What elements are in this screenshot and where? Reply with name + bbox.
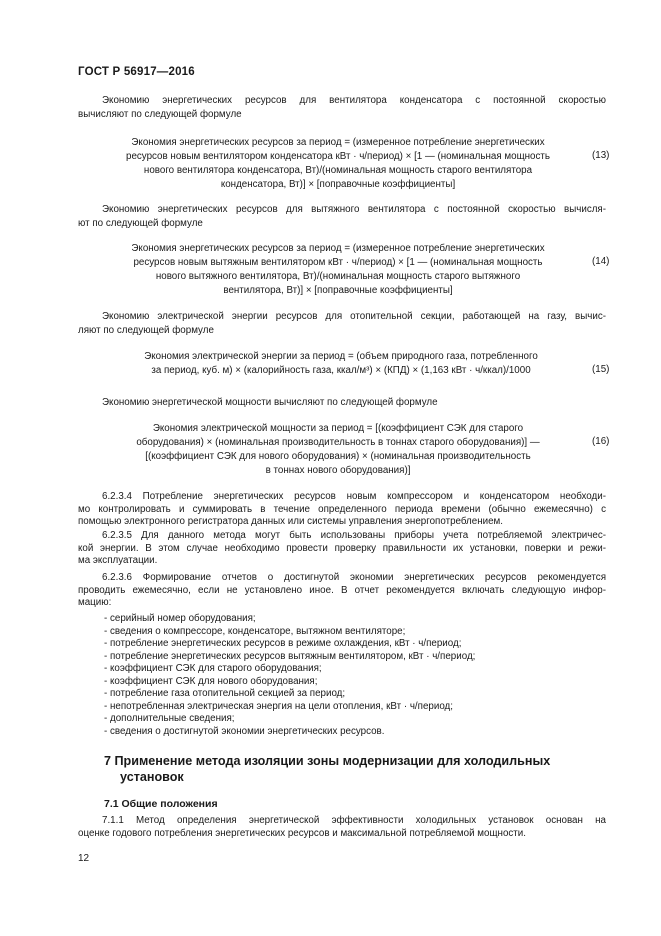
text-line: 6.2.3.5 Для данного метода могут быть использованы приборы учета потребляемой электричес- [102,530,606,541]
formula-16 [88,422,588,478]
section-title-line: установок [120,770,184,784]
list-item: - потребление энергетических ресурсов вытяжным вентилятором, кВт · ч/период; [104,650,476,662]
paragraph-heating-intro [78,310,606,338]
formula-line: Экономия энергетических ресурсов за период = (измеренное потребление энергетических [131,137,545,148]
list-item: - коэффициент СЭК для нового оборудования; [104,675,318,687]
formula-line: ресурсов новым вытяжным вентилятором кВт · ч/период) × [1 — (номинальная мощность [133,257,543,268]
formula-13 [88,136,588,192]
formula-line: конденсатора, Вт)] × [поправочные коэффициенты] [220,179,456,190]
formula-line: вентилятора, Вт)] × [поправочные коэффициенты] [223,285,453,296]
text-line: мацию: [78,597,112,608]
formula-line: [(коэффициент СЭК для нового оборудования) × (номинальная производительность [145,451,531,462]
list-item: - потребление газа отопительной секцией за период; [104,688,346,699]
text-line: оценке годового потребления энергетических ресурсов и максимальной потребляемой мощности. [78,827,526,839]
paragraph-condenser-fan-intro [78,94,606,122]
document-header: ГОСТ Р 56917—2016 [78,66,195,78]
paragraph-6-2-3-5 [78,530,606,568]
paragraph-power-intro [102,396,630,410]
text-line: помощью электронного регистратора данных или системы управления энергопотреблением. [78,516,503,527]
text-line: мо контролировать и суммировать в течение определенного периода времени (обычно ежемесячно) с [78,503,606,515]
formula-line: Экономия электрической энергии за период = (объем природного газа, потребленного [144,351,538,362]
formula-number-14: (14) [592,256,610,267]
text-line: проводить ежемесячно, если не установлено иное. В отчет рекомендуется включать следующую инфор- [78,584,606,596]
formula-line: ресурсов новым вентилятором конденсатора кВт · ч/период) × [1 — (номинальная мощность [126,151,550,162]
paragraph-exhaust-fan-intro [78,203,606,231]
text-line: вычисляют по следующей формуле [78,109,242,120]
section-title-line: 7 Применение метода изоляции зоны модернизации для холодильных [104,754,551,768]
subsection-7-1-title: 7.1 Общие положения [104,798,218,810]
formula-line: оборудования) × (номинальная производительность в тоннах старого оборудования)] — [136,437,540,448]
list-item: - коэффициент СЭК для старого оборудования; [104,663,322,674]
text-line: кой энергии. В этом случае необходимо провести проверку правильности их установки, поверки и режи- [78,542,606,554]
text-line: Экономию электрической энергии ресурсов для отопительной секции, работающей на газу, вычис- [102,311,606,322]
list-item: - дополнительные сведения; [104,713,235,724]
formula-14 [88,242,588,298]
formula-number-16: (16) [592,436,610,447]
list-item: - непотребленная электрическая энергия на цели отопления, кВт · ч/период; [104,700,453,712]
list-item: - сведения о компрессоре, конденсаторе, вытяжном вентиляторе; [104,625,406,637]
list-item: - сведения о достигнутой экономии энергетических ресурсов. [104,725,385,737]
formula-line: Экономия энергетических ресурсов за период = (измеренное потребление энергетических [131,243,545,254]
text-line: 6.2.3.4 Потребление энергетических ресурсов новым компрессором и конденсатором необходи- [102,491,606,502]
text-line: ют по следующей формуле [78,218,203,229]
list-item: - серийный номер оборудования; [104,613,256,624]
formula-15 [96,350,586,378]
formula-number-15: (15) [592,364,610,375]
formula-line: за период, куб. м) × (калорийность газа, ккал/м³) × (КПД) × (1,163 кВт · ч/ккал)/1000 [151,365,531,376]
formula-number-13: (13) [592,150,610,161]
paragraph-6-2-3-4 [78,491,606,529]
text-line: Экономию энергетических ресурсов для вентилятора конденсатора с постоянной скоростью [102,95,606,106]
formula-line: нового вентилятора конденсатора, Вт)/(номинальная мощность старого вентилятора [143,165,533,176]
report-items-list [104,613,475,738]
text-line: 6.2.3.6 Формирование отчетов о достигнутой экономии энергетических ресурсов рекомендуется [102,572,606,583]
text-line: Экономию энергетической мощности вычисляют по следующей формуле [102,397,438,408]
text-line: Экономию энергетических ресурсов для вытяжного вентилятора с постоянной скоростью вычисля- [102,204,606,215]
paragraph-6-2-3-6 [78,572,606,610]
text-line: ма эксплуатации. [78,555,158,566]
section-7-title [104,753,550,785]
paragraph-7-1-1 [78,815,606,840]
text-line: 7.1.1 Метод определения энергетической эффективности холодильных установок основан на [102,815,606,826]
formula-line: Экономия электрической мощности за период = [(коэффициент СЭК для старого [152,423,524,434]
formula-line: в тоннах нового оборудования)] [265,465,411,476]
page-number: 12 [78,853,90,864]
formula-line: нового вытяжного вентилятора, Вт)/(номинальная мощность старого вытяжного [155,271,521,282]
text-line: ляют по следующей формуле [78,325,214,336]
list-item: - потребление энергетических ресурсов в режиме охлаждения, кВт · ч/период; [104,638,462,649]
